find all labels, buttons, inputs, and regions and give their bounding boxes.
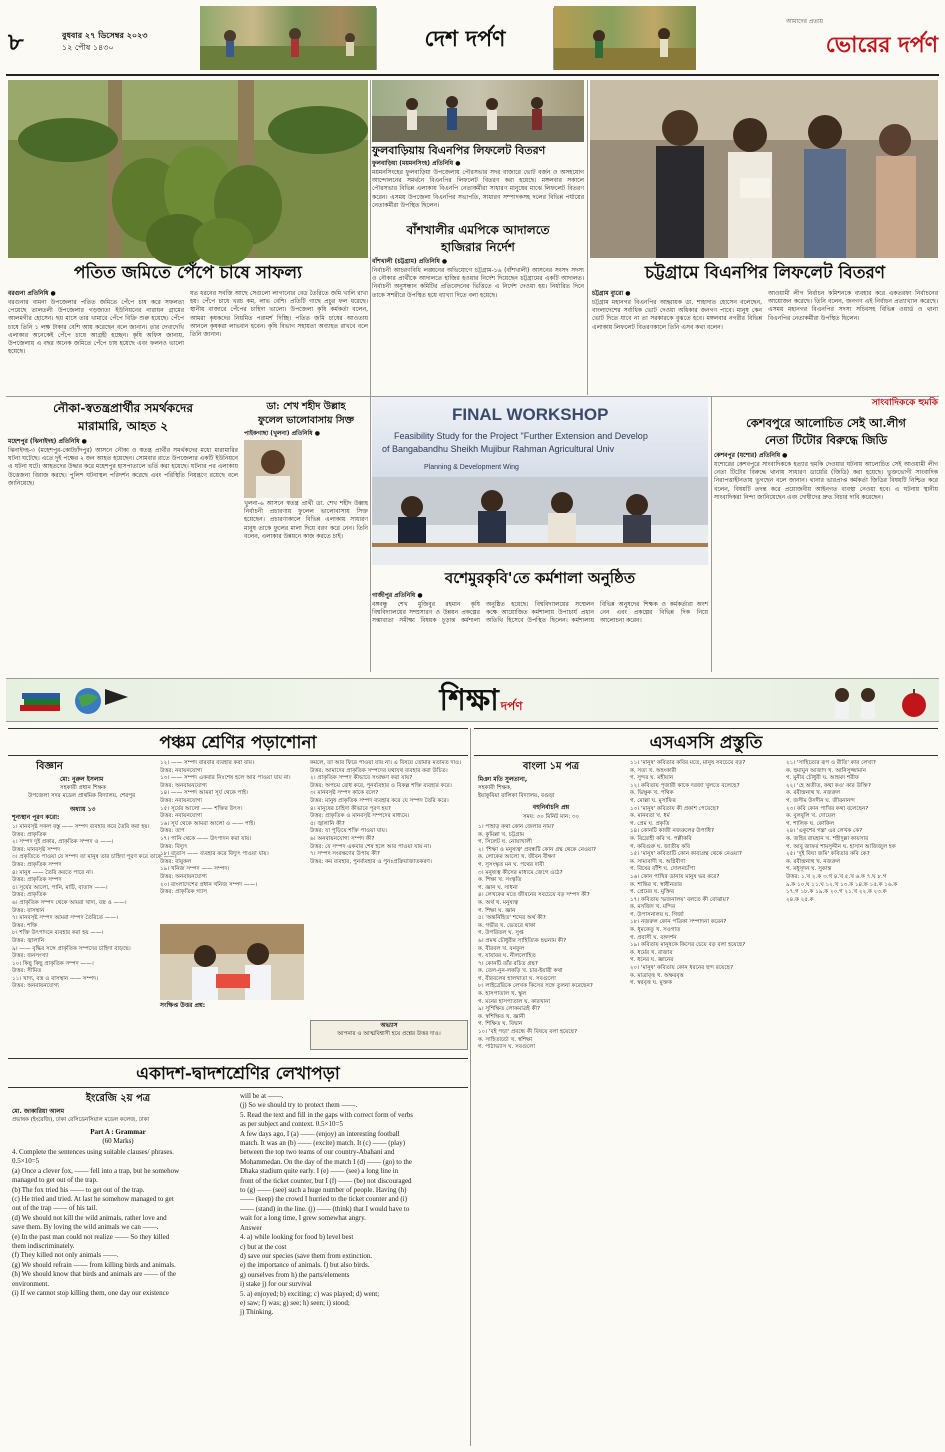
text-line: ক. বিদ্রোহী কবি খ. পল্লীকবি [630, 835, 692, 842]
text-line: গ. বিষের বাঁশি ঘ. দোলনচাঁপা [630, 866, 695, 873]
text-line: গ. স্বরবৃত্ত ঘ. মুক্তক [630, 980, 673, 987]
class5-teacher-title: সহকারী প্রধান শিক্ষক [60, 785, 107, 791]
text-line: d) save our species (save them from extinction. [240, 1251, 373, 1260]
hsc-teacher-title: প্রভাষক (ইংরেজি), ঢাকা রেসিডেনসিয়াল মডেল কলেজ, ঢাকা [12, 1117, 150, 1123]
text-line: উত্তর: অপচয় রোধ করে, পুনর্ব্যবহার ও বিকল্প শক্তি ব্যবহার করে। [310, 782, 452, 789]
class5-col3 [310, 760, 468, 1044]
fulbaria-headline: ফুলবাড়িয়ায় বিএনপির লিফলেট বিতরণ [372, 144, 546, 157]
text-line: উত্তর: ১.খ ২.ক ৩.গ ৪.খ ৫.খ ৬.ক ৭.ঘ ৮.গ [786, 873, 887, 880]
text-line: গ. প্রেম ঘ. প্রকৃতি [630, 820, 670, 827]
ssc-heading: এসএসসি প্রস্তুতি [649, 733, 763, 753]
fulbaria-byline: ফুলবাড়িয়া (ময়মনসিংহ) প্রতিনিধি ● [372, 160, 461, 167]
text-line: ১১। খাদ্য, বস্ত্র ও বাসস্থান —— সম্পদ। [12, 975, 99, 982]
masthead [0, 0, 945, 78]
text-line: ক. বুলবুলি খ. দোয়েল [786, 813, 836, 820]
clash-byline: মহেশপুর (ঝিনাইদহ) প্রতিনিধি ● [8, 438, 87, 445]
text-line: them indiscriminately. [12, 1242, 75, 1251]
workshop-banner-line2: Feasibility Study for the Project "Further Extension and Develop [394, 431, 648, 441]
fulbaria-body: ময়মনসিংহের ফুলবাড়িয়া উপজেলায় পৌরসভার সদর বাজারে ভোট বর্জন ও অসহযোগ আন্দোলনের সমর্থনে বিএনপির লিফলেট বিতরণ করা হয়েছে। মঙ্গলবার সকালে পৌরসভার বিভিন্ন এলাকায় বিএনপি নেতাকর্মীরা সাধারণ মানুষের মাঝে লিফলেট বিতরণ করেন। এসময় উপজেলা বিএনপির সভাপতি, সাধারণ সম্পাদকসহ দলের বিভিন্ন পর্যায়ের নেতাকর্মীরা উপস্থিত ছিলেন। [372, 169, 584, 209]
doctor-body: খুলনা-৬ আসনে স্বতন্ত্র প্রার্থী ডা. শেখ শহীদ উল্লাহ নির্বাচনী প্রচারণায় ফুলেল ভালোবাসায় সিক্ত হয়েছেন। প্রচারণাকালে বিভিন্ন এলাকায় সাধারণ মানুষ তাকে ফুলের মালা দিয়ে বরণ করে নেন। তিনি বলেন, এলাকার উন্নয়নে কাজ করতে চাই। [244, 500, 368, 540]
text-line: —— (keep) the crowd I hurried to the ticket counter and (i) [240, 1195, 407, 1204]
text-line: গ. মোল্লা ঘ. মুসাফির [630, 797, 676, 804]
text-line: ২২। 'হে অতীত, কথা কও' কার উক্তি? [786, 782, 872, 789]
ssc-teacher-title: সহকারী শিক্ষক, [478, 785, 512, 791]
text-line: ক. শিক্ষা খ. সংস্কৃতি [478, 877, 522, 884]
text-line: উত্তর: জনসংখ্যা [12, 953, 49, 960]
text-line: উত্তর: মানবসৃষ্ট সম্পদ [12, 846, 61, 853]
text-line: গ. ধনের ঘ. জ্ঞানের [630, 957, 674, 964]
text-line: উত্তর: নবায়নযোগ্য [160, 767, 203, 774]
chattogram-body-right: আওয়ামী লীগ নির্বাচন কমিশনকে ব্যবহার করে একতরফা নির্বাচনের আয়োজন করেছে। তিনি বলেন, জনগণ এই নির্বাচন প্রত্যাখ্যান করেছে। এসময় মহানগর বিএনপির সদস্য সচিবসহ বিভিন্ন ওয়ার্ড ও থানা বিএনপির নেতাকর্মীরা উপস্থিত ছিলেন। [768, 290, 938, 322]
text-line: গ. জ্ঞান ঘ. সাধনা [478, 884, 518, 891]
text-line: উত্তর: নবায়নযোগ্য [160, 813, 203, 820]
ssc-meta: সময়: ৩০ মিনিট মান: ৩০ [522, 814, 580, 820]
workshop-headline: বশেমুরকৃবি'তে কর্মশালা অনুষ্ঠিত [444, 569, 636, 587]
text-line: (c) He tried and tried. At last he somehow managed to get [12, 1195, 174, 1204]
papaya-headline: পতিত জমিতে পেঁপে চাষে সাফল্য [74, 263, 302, 283]
text-line: Dhaka stadium quite early. I (e) —— (see) a long line in [240, 1167, 399, 1176]
section-title: দেশ দর্পণ [424, 26, 506, 52]
paper-name: ভোরের দর্পণ [825, 32, 938, 58]
class5-note-title: অভ্যাস [380, 1022, 398, 1029]
text-line: উত্তর: নবায়নযোগ্য [160, 797, 203, 804]
text-line: will be at ——. [240, 1092, 284, 1100]
text-line: environment. [12, 1279, 50, 1288]
text-line: ২০। 'মানুষ' কবিতায় কোন ধরনের ছন্দ রয়েছে? [630, 965, 734, 972]
papaya-byline: বরগুনা প্রতিনিধি ● [8, 290, 56, 297]
text-line: ১৭। কবিতায় 'ভজনালয়' বলতে কী বোঝায়? [630, 896, 729, 903]
doctor-byline: পাইকগাছা (খুলনা) প্রতিনিধি ● [244, 430, 320, 437]
text-line: wait for a long time, I grew somewhat angry. [240, 1214, 366, 1223]
text-line: ১৮। বাতাস —— ব্যবহার করে বিদ্যুৎ পাওয়া যায়। [160, 851, 269, 858]
text-line: ৫। জ্বালানি কী? [310, 820, 345, 827]
leaflet-rally-image [372, 80, 584, 142]
ssc-teacher: মিঞা মতি সুলতানা, [478, 776, 528, 783]
text-line: উত্তর: সীমিত [12, 968, 42, 975]
text-line: ৫। সূর্যের আলো, পানি, মাটি, বাতাস ——। [12, 884, 108, 891]
text-line: ১৯। কবিতায় মানুষকে কিসের চেয়ে বড় বলা হয়েছে? [630, 942, 746, 949]
text-line: উত্তর: কম ব্যবহার, পুনর্ব্যবহার ও পুনঃপ্রক্রিয়াজাতকরণ। [310, 858, 432, 865]
text-line: —— (stand) in the line. (j) —— (think) that I would have to [240, 1204, 410, 1213]
text-line: ১০। কিছু কিছু প্রাকৃতিক সম্পদ ——। [12, 960, 94, 967]
text-line: গ. মনের হাসপাতাল ঘ. কারখানা [478, 998, 551, 1005]
ssc-school: ইয়াকুবিয়া বালিকা বিদ্যালয়, বগুড়া [478, 793, 555, 799]
rule-h1 [6, 396, 939, 397]
text-line: ক. তেল-নুন-লকড়ি খ. চার-ইয়ারী কথা [478, 968, 563, 975]
text-line: ২। 'শিক্ষা ও মনুষ্যত্ব' প্রবন্ধটি কোন গ্রন্থ থেকে নেওয়া? [478, 846, 596, 853]
header-photo-strip-left [200, 6, 376, 70]
fulbaria-photo [372, 80, 584, 142]
text-line: গ. প্রেমের ঘ. মুক্তির [630, 889, 675, 896]
text-line: ৮। লাইব্রেরিকে লেখক কিসের সঙ্গে তুলনা করেছেন? [478, 983, 593, 990]
rule-v1 [470, 728, 471, 1446]
chattogram-body-left: চট্টগ্রাম মহানগর বিএনপির আহ্বায়ক ডা. শাহাদাত হোসেন বলেছেন, বাংলাদেশের সর্বাধিক ভোট দেওয়া অধিকার জনগণ পাবে। মানুষ কেন ভোট দিতে যাবে না তা সরকারকে বুঝতে হবে। মঙ্গলবার নগরীর বিভিন্ন এলাকায় লিফলেট বিতরণকালে তিনি এসব কথা বলেন। [592, 299, 762, 331]
ssc-col2 [630, 760, 780, 1444]
text-line: ১৪। —— সম্পদ আমরা সূর্য থেকে পাই। [160, 790, 248, 797]
text-line: উত্তর: যা পুড়িয়ে শক্তি পাওয়া যায়। [310, 828, 387, 835]
hsc-part: Part A : Grammar [90, 1128, 146, 1136]
class5-heading: পঞ্চম শ্রেণির পড়াশোনা [159, 733, 317, 753]
text-line: ক. হুমায়ুন আজাদ খ. আনিসুজ্জামান [786, 767, 866, 774]
keshabpur-byline: কেশবপুর (যশোর) প্রতিনিধি ● [714, 452, 788, 459]
papaya-image [8, 80, 368, 258]
text-line: উত্তর: যে সম্পদ একবার শেষ হলে আর পাওয়া যায় না। [310, 843, 432, 850]
text-line: (g) We should refrain —— from killing birds and animals. [12, 1260, 176, 1269]
shiksha-title-main: শিক্ষা [439, 683, 499, 718]
text-line: গ. সুসংস্কৃত মন ঘ. পথের দাবী [478, 861, 545, 868]
text-line: উত্তর: জ্বালানি [12, 937, 45, 944]
text-line: (a) Once a clever fox, —— fell into a trap, but he somehow [12, 1166, 180, 1175]
keshabpur-kicker: সাংবাদিককে হুমকি [871, 398, 938, 408]
text-line: উত্তর: তাপ [160, 828, 185, 835]
text-line: উত্তর: আমাদের প্রাকৃতিক সম্পদের যথাযথ ব্যবহার করা উচিত। [310, 767, 448, 774]
text-line: 4. Complete the sentences using suitable clauses/ phrases. [12, 1148, 174, 1156]
text-line: ১৯। খনিজ সম্পদ —— সম্পদ। [160, 866, 230, 873]
text-line: front of the ticket counter, but I (f) —— (be) not discouraged [240, 1176, 412, 1185]
books-globe-icon [10, 683, 130, 719]
papaya-body-right: যত ধরনের সবজি আছে সেগুলো লাগানোর বেড তৈরিতে জমি খালি রাখা হয়। পেঁপে চাষে খরচ কম, লাভ বেশি। প্রতিটি গাছে প্রচুর ফল ধরেছে। স্থানীয় বাজারে পেঁপের চাহিদা ভালো। উপজেলা কৃষি কর্মকর্তা বলেন, আমরা কৃষকদের নিয়মিত পরামর্শ দিচ্ছি। পতিত জমি চাষের আওতায় আনলে কৃষকরা লাভবান হবেন। কৃষি বিভাগ সহায়তা অব্যাহত রাখবে বলে তিনি জানান। [190, 290, 368, 339]
text-line: between the top two teams of our country-Abahani and [240, 1148, 395, 1157]
text-line: (i) If we cannot stop killing them, one day our existence [12, 1289, 169, 1298]
paper-kicker: আমাদের প্রত্যয় [786, 18, 824, 25]
text-line: 4. a) while looking for food b) level best [240, 1233, 354, 1242]
shiksha-title-box [376, 681, 586, 721]
workshop-banner-title: FINAL WORKSHOP [452, 405, 609, 424]
text-line: Mohammedan. On the day of the match I (d) —— (go) to the [240, 1157, 413, 1166]
text-line: উত্তর: প্রাকৃতিক [12, 892, 47, 899]
text-line: i) stake j) for our survival [240, 1280, 312, 1289]
text-line: ক. সাম্যবাদী খ. অগ্নিবীণা [630, 858, 686, 865]
text-line: উত্তর: বিদ্যুৎ [160, 843, 188, 850]
text-line: (j) So we should try to protect them ——. [240, 1101, 358, 1110]
class5-subject: বিজ্ঞান [36, 761, 63, 772]
text-line: ২১। 'সাহিত্যের রূপ ও রীতি' কার লেখা? [786, 760, 876, 766]
text-line: to (g) —— (see) such a huge number of people. Having (h) [240, 1186, 407, 1195]
text-line: ক. গভীর খ. ভেতরে থাকা [478, 922, 536, 929]
workshop-body: বঙ্গবন্ধু শেখ মুজিবুর রহমান কৃষি বিশ্ববিদ্যালয়ের সম্প্রসারণ ও উন্নয়ন প্রকল্পের সম্ভাব্যতা সমীক্ষা বিষয়ক চূড়ান্ত কর্মশালা অনুষ্ঠিত হয়েছে। বিশ্ববিদ্যালয়ের সম্মেলন কক্ষে আয়োজিত কর্মশালায় উপাচার্য প্রধান অতিথি হিসেবে উপস্থিত ছিলেন। কর্মশালায় বিভিন্ন অনুষদের শিক্ষক ও কর্মকর্তারা অংশ নেন এবং প্রকল্পের বিভিন্ন দিক নিয়ে আলোচনা করেন। [372, 601, 708, 625]
chattogram-headline: চট্টগ্রামে বিএনপির লিফলেট বিতরণ [644, 263, 886, 283]
banshkhali-byline: বাঁশখালী (চট্টগ্রাম) প্রতিনিধি ● [372, 258, 448, 265]
clash-body: ঝিনাইদহ-৩ (মহেশপুর-কোটচাঁদপুর) আসনে নৌকা ও স্বতন্ত্র প্রার্থীর সমর্থকদের মধ্যে মারামারির ঘটনা ঘটেছে। এতে দুই পক্ষের ২ জন আহত হয়েছেন। সোমবার রাতে উপজেলার একটি ইউনিয়নে এ ঘটনা ঘটে। আহতদের উদ্ধার করে মহেশপুর হাসপাতালে ভর্তি করা হয়েছে। ঘটনার পর এলাকায় উত্তেজনা বিরাজ করছে। পুলিশ ঘটনাস্থল পরিদর্শন করেছে এবং পরিস্থিতি নিয়ন্ত্রণে রয়েছে বলে জানিয়েছে। [8, 447, 238, 487]
text-line: ক. বীরবল খ. বনফুল [478, 945, 525, 952]
class5-col2 [160, 760, 304, 920]
text-line: গ. বীরবলের হালখাতা ঘ. সবগুলো [478, 975, 556, 982]
workshop-banner-line3: of Bangabandhu Sheikh Mujibur Rahman Agricultural Univ [382, 444, 615, 454]
text-line: ক. সাহিত্যচর্চা খ. স্বশিক্ষা [478, 1036, 533, 1043]
text-line: উত্তর: মানুষ প্রাকৃতিক সম্পদ ব্যবহার করে যে সম্পদ তৈরি করে। [310, 797, 449, 804]
banshkhali-body: নির্বাচনী আচরণবিধি লঙ্ঘনের অভিযোগে চট্টগ্রাম-১৬ (বাঁশখালী) আসনের সংসদ সদস্য ও নৌকার প্রার্থীকে আদালতে হাজির হওয়ার নির্দেশ দিয়েছেন চট্টগ্রামের একটি আদালত। নির্বাচনী অনুসন্ধান কমিটির প্রতিবেদনের ভিত্তিতে এ নির্দেশ দেওয়া হয়। নির্ধারিত দিনে তাকে সশরীরে উপস্থিত হয়ে ব্যাখ্যা দিতে বলা হয়েছে। [372, 267, 584, 299]
text-line: (b) The fox tried his —— to get out of the trap. [12, 1185, 145, 1194]
text-line: ১৬। সূর্য থেকে আমরা আলো ও —— পাই। [160, 820, 256, 827]
text-line: ক. কুমিল্লা খ. চট্টগ্রাম [478, 831, 525, 838]
text-line: উত্তর: বাসস্থান [12, 907, 45, 914]
text-line: উত্তর: বায়ুকল [160, 858, 192, 865]
text-line: উত্তর: অনবায়নযোগ্য [160, 873, 208, 880]
hsc-subject: ইংরেজি ২য় পত্র [85, 1093, 151, 1104]
class5-teacher: মো: নুরুল ইসলাম [60, 776, 104, 783]
text-line: গ. যাযাবর ঘ. নীললোহিত [478, 953, 536, 960]
hsc-teacher: মো. জাকারিয়া আলম [12, 1108, 65, 1115]
text-line: ১২। কবিতায় পূজারী কাকে দরজা খুলতে বলেছে? [630, 782, 740, 789]
text-line: ক. ধূমকেতু খ. সওগাত [630, 927, 681, 934]
keshabpur-headline-2: নেতা টিটোর বিরুদ্ধে জিডি [764, 433, 888, 447]
text-line: ৭। কোনটি তাঁর রচিত গ্রন্থ? [478, 960, 538, 967]
text-line: ১৩। —— সম্পদ একবার নিঃশেষ হলে আর পাওয়া যায় না। [160, 775, 291, 782]
doctor-headline-2: ফুলেল ভালোবাসায় সিক্ত [258, 415, 354, 426]
class5-caption: সংক্ষিপ্ত উত্তর প্রশ্ন: [160, 1002, 206, 1009]
class5-note-box [310, 1020, 468, 1050]
ssc-mcq-title: বহুনির্বাচনি প্রশ্ন [532, 804, 570, 811]
hsc-col2 [240, 1092, 470, 1446]
text-line: A few days ago, I (a) —— (enjoy) an interesting football [240, 1129, 400, 1138]
text-line: ১১। 'মানুষ' কবিতার কবির মতে, মানুষ সবচেয়ে বড়? [630, 760, 746, 766]
ssc-heading-box [474, 728, 938, 756]
text-line: ৭। সম্পদ সংরক্ষণের উপায় কী? [310, 851, 380, 858]
field-workers-image [200, 6, 376, 70]
text-line: গ. শিক্ষা ঘ. জ্ঞান [478, 907, 516, 914]
text-line: ৮। শক্তি উৎপাদনে ব্যবহার করা হয় ——। [12, 930, 104, 937]
text-line: ২৪.ক ২৫.ক [786, 896, 814, 903]
class5-note-body: আপনার ও আত্মবিশ্বাসী হয়ে প্রশ্নের উত্তর দাও। [337, 1031, 441, 1037]
papaya-body-left: বরগুনার বামনা উপজেলার পতিত জমিতে পেঁপে চাষ করে সফলতা পেয়েছে তালতলী উপজেলার গড়জাতা ইউনিয়নের নারায়ন গ্রামের আলমগীর হোসেন। ছয় মাসে তার খামারে পেঁপে বিক্রি শুরু হয়েছে। পেঁপে চাষে তিনি ১ লক্ষ টাকার বেশি আয় করেছেন বলে জানান। তার দেখাদেখি এলাকার অনেকেই পেঁপে চাষে আগ্রহী হচ্ছেন। কৃষি অফিস জানায়, উপজেলায় এ বছর অনেক জমিতে পেঁপে চাষ হয়েছে এবং ফলনও ভালো হয়েছে। [8, 299, 184, 356]
text-line: save them. By loving the wild animals we can ——. [12, 1223, 159, 1232]
text-line: ক. রবীন্দ্রনাথ খ. নজরুল [786, 790, 841, 797]
workshop-banner-line4: Planning & Development Wing [424, 464, 519, 471]
text-line: j) Thinking. [240, 1308, 274, 1317]
clash-headline-2: মারামারি, আহত ২ [77, 419, 169, 433]
text-line: (f) They killed not only animals ——. [12, 1251, 119, 1260]
text-line: গ. মুনীর চৌধুরী ঘ. আহমদ শরীফ [786, 775, 859, 782]
bnp-leaflet-image [590, 80, 938, 258]
doctor-photo [244, 440, 302, 498]
shiksha-title-sub: দর্পণ [500, 699, 523, 713]
text-line: গ. আবু জাফর শামসুদ্দীন ঘ. হাসান আজিজুল হক [786, 843, 896, 850]
text-line: গ. পাঠাভ্যাস ঘ. সবগুলো [478, 1044, 535, 1051]
shiksha-banner [6, 678, 939, 722]
text-line: ১৬। কোন পাখির ডানায় মানুষ ভর করে? [630, 873, 720, 880]
class5-section: শূন্যস্থান পূরণ করো: [12, 814, 60, 821]
text-line: (d) We should not kill the wild animals, rather love and [12, 1213, 167, 1222]
banshkhali-headline-1: বাঁশখালীর এমপিকে আদালতে [406, 223, 550, 237]
text-line: ক. লোকের আলো খ. জীবন বীক্ষণ [478, 854, 556, 861]
text-line: ১২। —— সম্পদ বারবার ব্যবহার করা যায়। [160, 760, 255, 766]
text-line: 0.5×10=5 [12, 1157, 40, 1166]
text-line: ৩। মনুষ্যত্ব কীসের মাধ্যমে জেগে ওঠে? [478, 869, 563, 876]
text-line: ২। সম্পদ দুই প্রকার, প্রাকৃতিক সম্পদ ও ——। [12, 839, 114, 846]
section-title-box [376, 8, 554, 70]
text-line: ক. অর্থ খ. মনুষ্যত্ব [478, 899, 519, 906]
text-line: গ. উপাসনালয় ঘ. গির্জা [630, 911, 684, 918]
rule-v2 [587, 80, 588, 395]
text-line: ৩। মানবসৃষ্ট সম্পদ কাকে বলে? [310, 790, 379, 797]
ssc-subject: বাংলা ১ম পত্র [522, 761, 580, 772]
text-line: উত্তর: প্রাকৃতিক সম্পদ [12, 861, 62, 868]
rule-v3 [370, 80, 371, 672]
text-line: গ. সিলেট ঘ. নোয়াখালী [478, 839, 532, 846]
text-line: ১। পাহাড় কথা কোন জেলার নাম? [478, 824, 554, 830]
date-line-2: ১২ পৌষ ১৪৩০ [62, 43, 114, 52]
text-line: কমলে, তা আর ফিরে পাওয়া যায় না। এ বিষয়ে তোমার মতামত দাও। [310, 760, 462, 766]
text-line: ক. হাসপাতাল খ. স্কুল [478, 991, 527, 998]
papaya-photo [8, 80, 368, 258]
text-line: উত্তর: অনবায়নযোগ্য [12, 983, 60, 990]
text-line: g) ourselves from h) the parts/elements [240, 1270, 350, 1279]
hsc-marks: (60 Marks) [102, 1137, 134, 1145]
text-line: গ. সুন্দর ঘ. মহীয়ান [630, 775, 674, 782]
text-line: ক. ধর্মের খ. রাজার [630, 949, 673, 956]
text-line: 5. a) enjoyed; b) exciting; c) was played; d) went; [240, 1289, 380, 1298]
text-line: উত্তর: প্রাকৃতিক ও মানবসৃষ্ট সম্পদের মাধ্যমে। [310, 813, 410, 820]
workshop-panel-image [372, 477, 708, 565]
text-line: ১৪। কোনটি কাজী নজরুলের উপাধি? [630, 828, 714, 835]
text-line: ২৪। 'একুশের গল্প' এর লেখক কে? [786, 828, 863, 835]
class5-chapter: অধ্যায় ১৩ [70, 806, 96, 813]
text-line: গ. শালিক ঘ. কোকিল [786, 820, 835, 827]
text-line: ক. জহির রায়হান খ. শহীদুল্লা কায়সার [786, 835, 869, 842]
hsc-col1 [12, 1148, 232, 1446]
text-line: ৪। মানুষ —— তৈরি করতে পারে না। [12, 869, 93, 876]
header-photo-strip-right [554, 6, 696, 70]
text-line: ৪। মানুষের চাহিদা কীভাবে পূরণ হয়? [310, 805, 391, 812]
hsc-heading-box [8, 1058, 468, 1088]
text-line: ৪। লেখকের মতে জীবনের সবচেয়ে বড় সম্পদ কী? [478, 892, 590, 899]
text-line: ১৭। পানি থেকে —— উৎপাদন করা যায়। [160, 835, 252, 842]
text-line: c) but at the cost [240, 1242, 287, 1251]
text-line: উত্তর: প্রাকৃতিক গ্যাস [160, 889, 207, 896]
text-line: ক. ভিক্ষুক খ. পথিক [630, 790, 674, 797]
doctor-portrait-image [244, 440, 302, 498]
text-line: ১৮। নজরুল কোন পত্রিকা সম্পাদনা করেন? [630, 919, 727, 926]
text-line: 5. Read the text and fill in the gaps with correct form of verbs [240, 1110, 414, 1119]
text-line: ৯.ক ১০.ঘ ১১.ঘ ১২.খ ১৩.ক ১৪.ক ১৫.ক ১৬.ক [786, 881, 898, 888]
text-line: উত্তর: প্রাকৃতিক সম্পদ [12, 877, 62, 884]
text-line: Answer [240, 1223, 262, 1232]
text-line: উত্তর: প্রাকৃতিক [12, 831, 47, 838]
text-line: ক. শান্তির খ. স্বাধীনতার [630, 881, 682, 888]
page-number: ৮ [8, 27, 24, 56]
text-line: গ. উপরিতল ঘ. সুপ্ত [478, 930, 524, 937]
students-apple-icon [818, 681, 936, 721]
text-line: ২৩। কবি কোন পাখির কথা বলেছেন? [786, 805, 869, 812]
text-line: গ. কবিগুরু ঘ. জাতীয় কবি [630, 843, 691, 850]
text-line: ২০। বাংলাদেশের প্রধান খনিজ সম্পদ ——। [160, 881, 258, 888]
class5-photo [160, 924, 304, 1000]
workshop-byline: গাজীপুর প্রতিনিধি ● [372, 592, 423, 599]
text-line: ক. মানবতা খ. ধর্ম [630, 813, 670, 820]
text-line: ১০। 'বই পড়া' প্রবন্ধে কী বিষয়ে বলা হয়েছে? [478, 1029, 578, 1036]
text-line: ৬। প্রাকৃতিক সম্পদ থেকে আমরা খাদ্য, বস্ত্র ও ——। [12, 899, 127, 906]
text-line: ২৫। 'দুই বিঘা জমি' কবিতার কবি কে? [786, 851, 870, 858]
text-line: ক. সত্য খ. অহংকারী [630, 767, 677, 774]
text-line: ৯। সুশিক্ষিত লোকমাত্রই কী? [478, 1006, 541, 1013]
students-reading-image [160, 924, 304, 1000]
text-line: ৭। মানবসৃষ্ট সম্পদ আমরা সম্পদ তৈরিতে ——। [12, 915, 118, 922]
keshabpur-body: যশোরের কেশবপুরে সাংবাদিককে হত্যার হুমকি দেওয়ার ঘটনায় আলোচিত সেই আওয়ামী লীগ নেতা টিটোর বিরুদ্ধে থানায় সাধারণ ডায়েরি (জিডি) করা হয়েছে। ভুক্তভোগী সাংবাদিক নিরাপত্তাহীনতায় ভুগছেন বলে জানান। থানার ভারপ্রাপ্ত কর্মকর্তা জিডির বিষয়টি নিশ্চিত করে বলেন, বিষয়টি তদন্ত করে প্রয়োজনীয় আইনগত ব্যবস্থা নেওয়া হবে। এ ঘটনায় স্থানীয় সাংবাদিকরা নিন্দা জানিয়েছেন এবং দোষীদের দ্রুত বিচার দাবি করেছেন। [714, 461, 938, 501]
class5-heading-box [8, 728, 468, 756]
banshkhali-headline-2: হাজিরার নির্দেশ [441, 240, 515, 254]
chattogram-photo [590, 80, 938, 258]
text-line: গ. প্রবাসী ঘ. বঙ্গদর্শন [630, 934, 677, 941]
text-line: (e) In the past man could not realize —— So they killed [12, 1232, 170, 1241]
text-line: ১৫। 'মানুষ' কবিতাটি কোন কাব্যগ্রন্থ থেকে নেওয়া? [630, 851, 742, 858]
text-line: ১৩। 'মানুষ' কবিতায় কী প্রকাশ পেয়েছে? [630, 805, 719, 812]
class5-school: উপজেলা সদর মডেল প্রাথমিক বিদ্যালয়, শেরপুর [28, 793, 136, 799]
text-line: ১৭.গ ১৮.ক ১৯.ক ২০.গ ২১.খ ২২.ক ২৩.ক [786, 889, 887, 896]
text-line: ক. রবীন্দ্রনাথ খ. নজরুল [786, 858, 841, 865]
text-line: ৫। 'অন্তর্নিহিত' শব্দের অর্থ কী? [478, 915, 546, 922]
text-line: ক. মাত্রাবৃত্ত খ. অক্ষরবৃত্ত [630, 972, 684, 979]
text-line: ৩। প্রকৃতিতে পাওয়া যে সম্পদ তা মানুষ তার চাহিদা পূরণ করে তাকে ——। [12, 854, 177, 861]
text-line: ২। প্রাকৃতিক সম্পদ কীভাবে সংরক্ষণ করা যায়? [310, 775, 413, 782]
text-line: e) the importance of animals. f) but also birds. [240, 1261, 370, 1270]
text-line: ক. মসজিদ খ. মন্দির [630, 904, 676, 911]
text-line: গ. শিক্ষিত ঘ. বিদ্বান [478, 1021, 523, 1028]
text-line: গ. মধুসূদন ঘ. সুকান্ত [786, 866, 832, 873]
doctor-headline-1: ডা: শেখ শহীদ উল্লাহ [266, 401, 346, 412]
text-line: (h) We should know that birds and animals are —— of the [12, 1270, 176, 1279]
ssc-col3 [786, 760, 938, 1444]
ssc-col1 [478, 824, 624, 1444]
clash-headline-1: নৌকা-স্বতন্ত্রপ্রার্থীর সমর্থকদের [53, 401, 193, 415]
workshop-photo [372, 397, 708, 565]
text-line: উত্তর: অনবায়নযোগ্য [160, 782, 208, 789]
text-line: ক. স্বশিক্ষিত খ. জ্ঞানী [478, 1013, 526, 1020]
text-line: e) saw; f) was; g) see; h) seen; i) stood; [240, 1298, 350, 1307]
chattogram-byline: চট্টগ্রাম ব্যুরো ● [592, 290, 631, 297]
rule-v4 [711, 397, 712, 672]
keshabpur-headline-1: কেশবপুরে আলোচিত সেই আ.লীগ [746, 416, 906, 430]
text-line: out of the trap —— of his tail. [12, 1204, 98, 1213]
masthead-rule [6, 74, 939, 76]
text-line: ৯। —— বৃদ্ধির সঙ্গে প্রাকৃতিক সম্পদের চাহিদা বাড়ছে। [12, 945, 131, 952]
text-line: managed to get out of the trap. [12, 1176, 98, 1185]
text-line: ১৫। সূর্যের আলো —— শক্তির উৎস। [160, 805, 243, 812]
hsc-heading: একাদশ-দ্বাদশশ্রেণির লেখাপড়া [136, 1064, 340, 1084]
text-line: ৬। অনবায়নযোগ্য সম্পদ কী? [310, 835, 375, 842]
text-line: উত্তর: শক্তি [12, 922, 38, 929]
text-line: ৬। প্রমথ চৌধুরীর সাহিত্যিক ছদ্মনাম কী? [478, 937, 567, 944]
harvest-image [554, 6, 696, 70]
text-line: গ. জসীম উদদীন ঘ. জীবনানন্দ [786, 797, 855, 804]
text-line: as per subject and context. 0.5×10=5 [240, 1120, 343, 1129]
date-line-1: বুধবার ২৭ ডিসেম্বর ২০২৩ [62, 31, 148, 40]
text-line: match. It was an (b) —— (excite) match. It (c) —— (play) [240, 1139, 406, 1148]
text-line: ১। মানবসৃষ্ট সকল বস্তু —— সম্পদ ব্যবহার করে তৈরি করা হয়। [12, 824, 150, 830]
